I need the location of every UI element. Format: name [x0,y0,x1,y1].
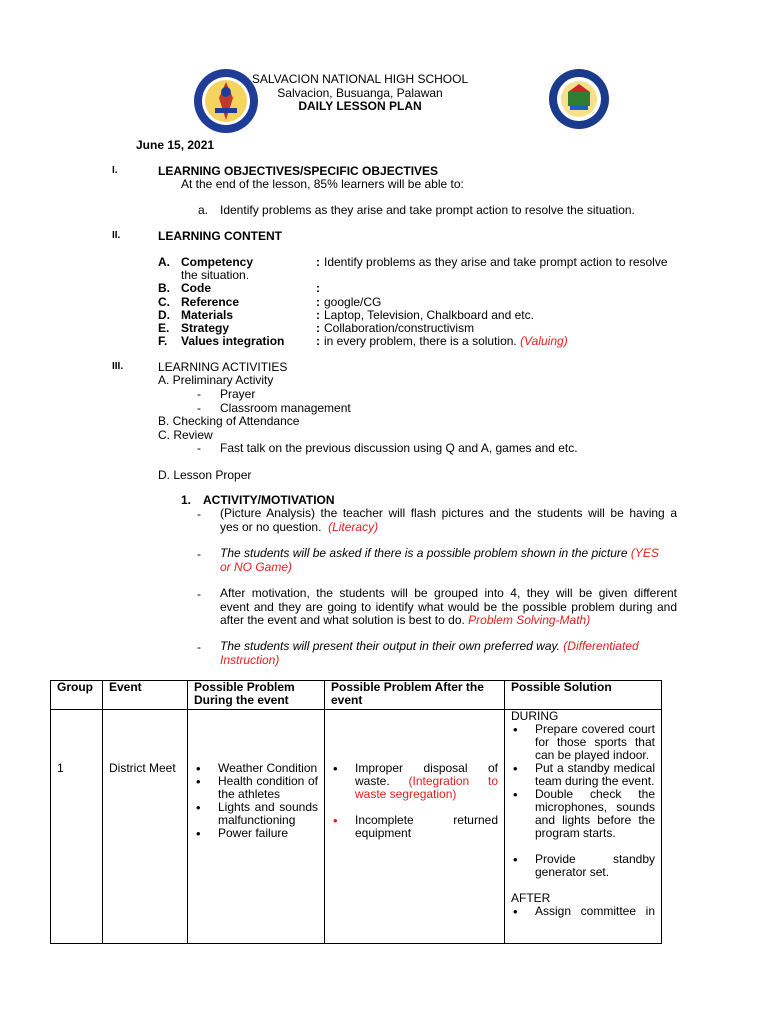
table-row [51,710,662,944]
paragraph-present-output [220,640,680,667]
header-event: Event [103,681,188,710]
dash: - [197,640,201,654]
list-item: • Put a standby medical team during the event. [535,762,655,788]
activity-a-item: Classroom management [220,401,351,415]
after-list [331,762,498,840]
content-label-strategy: Strategy [181,321,230,335]
content-value-values [324,334,568,348]
content-letter: D. [158,308,170,322]
list-item: • Assign committee in [535,905,655,918]
list-item: • Health condition of the athletes [218,775,318,801]
p4-line-a: The students will present their output in their own preferred way. [220,639,560,653]
content-label-materials: Materials [181,308,234,322]
content-value-competency: Identify problems as they arise and take prompt action to resolve [324,255,668,269]
content-colon: : [316,255,320,269]
section-1-number: I. [112,165,118,176]
paragraph-yes-no [220,547,680,574]
dash: - [197,587,201,601]
list-item [355,762,498,801]
content-value-reference: google/CG [324,295,382,309]
section-1-title: LEARNING OBJECTIVES/SPECIFIC OBJECTIVES [158,164,439,178]
content-letter: B. [158,281,170,295]
header-group: Group [51,681,103,710]
content-label-competency: Competency [181,255,254,269]
activity-c-item: Fast talk on the previous discussion using Q and A, games and etc. [220,441,578,455]
values-text: in every problem, there is a solution. [324,334,517,348]
list-item: • Power failure [218,827,318,840]
differentiated-tag-a: (Differentiated [563,639,639,653]
content-colon: : [316,321,320,335]
differentiated-tag-b: Instruction) [220,652,280,667]
solution-during-list [511,723,655,879]
objective-letter: a. [198,203,209,217]
p3-line-c: after the event and what solution is best to do. [220,613,465,627]
content-colon: : [316,308,320,322]
content-colon: : [316,334,320,348]
list-item: • Provide standby generator set. [535,853,655,879]
p1-line-b: yes or no question. [220,519,322,534]
solution-after-label: AFTER [511,891,551,905]
content-colon: : [316,295,320,309]
yes-no-tag-a: (YES [630,546,659,560]
section-2-title: LEARNING CONTENT [158,229,282,243]
solution-after-list [511,905,655,918]
section-3-title: LEARNING ACTIVITIES [158,360,288,374]
cell-solution [505,710,662,944]
content-label-values: Values integration [181,334,285,348]
content-letter: F. [158,334,168,348]
school-seal-icon [548,68,610,130]
list-item: • Prepare covered court for those sports that can be played indoor. [535,723,655,762]
content-letter: A. [158,255,170,269]
activity-a-item: Prayer [220,387,256,401]
content-value-materials: Laptop, Television, Chalkboard and etc. [324,308,534,322]
list-item: • Weather Condition [218,762,318,775]
p2-line-a: The students will be asked if there is a possible problem shown in the picture [220,546,628,560]
dash: - [197,547,201,561]
p3-line-b: event and they are going to identify what would be the possible problem during and [220,599,677,614]
document-title: DAILY LESSON PLAN [298,99,422,113]
content-letter: E. [158,321,170,335]
header-solution: Possible Solution [505,681,662,710]
yes-no-tag-b: or NO Game) [220,559,293,574]
section-3-number: III. [112,361,124,372]
header-during: Possible Problem During the event [188,681,325,710]
list-item: • Double check the microphones, sounds and lights before the program starts. [535,788,655,840]
school-address: Salvacion, Busuanga, Palawan [277,86,443,100]
content-colon: : [316,281,320,295]
objective-text: Identify problems as they arise and take prompt action to resolve the situation. [220,203,635,217]
list-item: • Incomplete returned equipment [355,814,498,840]
content-label-code: Code [181,281,211,295]
literacy-tag: (Literacy) [328,519,379,534]
after-item-text: Improper disposal of waste. [355,761,498,788]
dash: - [197,441,201,455]
activity-c: C. Review [158,428,213,442]
content-value-competency-cont: the situation. [181,268,250,282]
activity-a: A. Preliminary Activity [158,373,274,387]
content-value-strategy: Collaboration/constructivism [324,321,475,335]
waste-segregation-tag: (Integration to waste segregation) [355,774,498,801]
paragraph-grouping [220,587,677,628]
list-item: • Lights and sounds malfunctioning [218,801,318,827]
school-name: SALVACION NATIONAL HIGH SCHOOL [251,72,469,86]
content-letter: C. [158,295,170,309]
header-after: Possible Problem After the event [325,681,505,710]
dash: - [197,507,201,521]
cell-event: District Meet [103,710,188,944]
activity-d: D. Lesson Proper [158,468,252,482]
table-header-row [51,681,662,710]
solution-during-label: DURING [511,709,559,723]
dash: - [197,401,201,415]
content-label-reference: Reference [181,295,240,309]
motivation-number: 1. [181,493,192,507]
during-list [194,762,318,840]
section-1-intro: At the end of the lesson, 85% learners will be able to: [181,177,464,191]
valuing-tag: (Valuing) [520,334,568,348]
cell-after [325,710,505,944]
motivation-title: ACTIVITY/MOTIVATION [203,493,335,507]
section-2-number: II. [112,230,121,241]
lesson-date: June 15, 2021 [136,138,215,152]
cell-group: 1 [51,710,103,944]
activity-b: B. Checking of Attendance [158,414,300,428]
dash: - [197,387,201,401]
paragraph-picture-analysis [220,507,677,534]
cell-during [188,710,325,944]
problem-solving-tag: Problem Solving-Math) [468,613,591,627]
p3-line-a: After motivation, the students will be grouped into 4, they will be given different [220,586,677,600]
p1-line-a: (Picture Analysis) the teacher will flash pictures and the students will be having a [220,506,677,520]
event-problem-table [50,680,662,944]
